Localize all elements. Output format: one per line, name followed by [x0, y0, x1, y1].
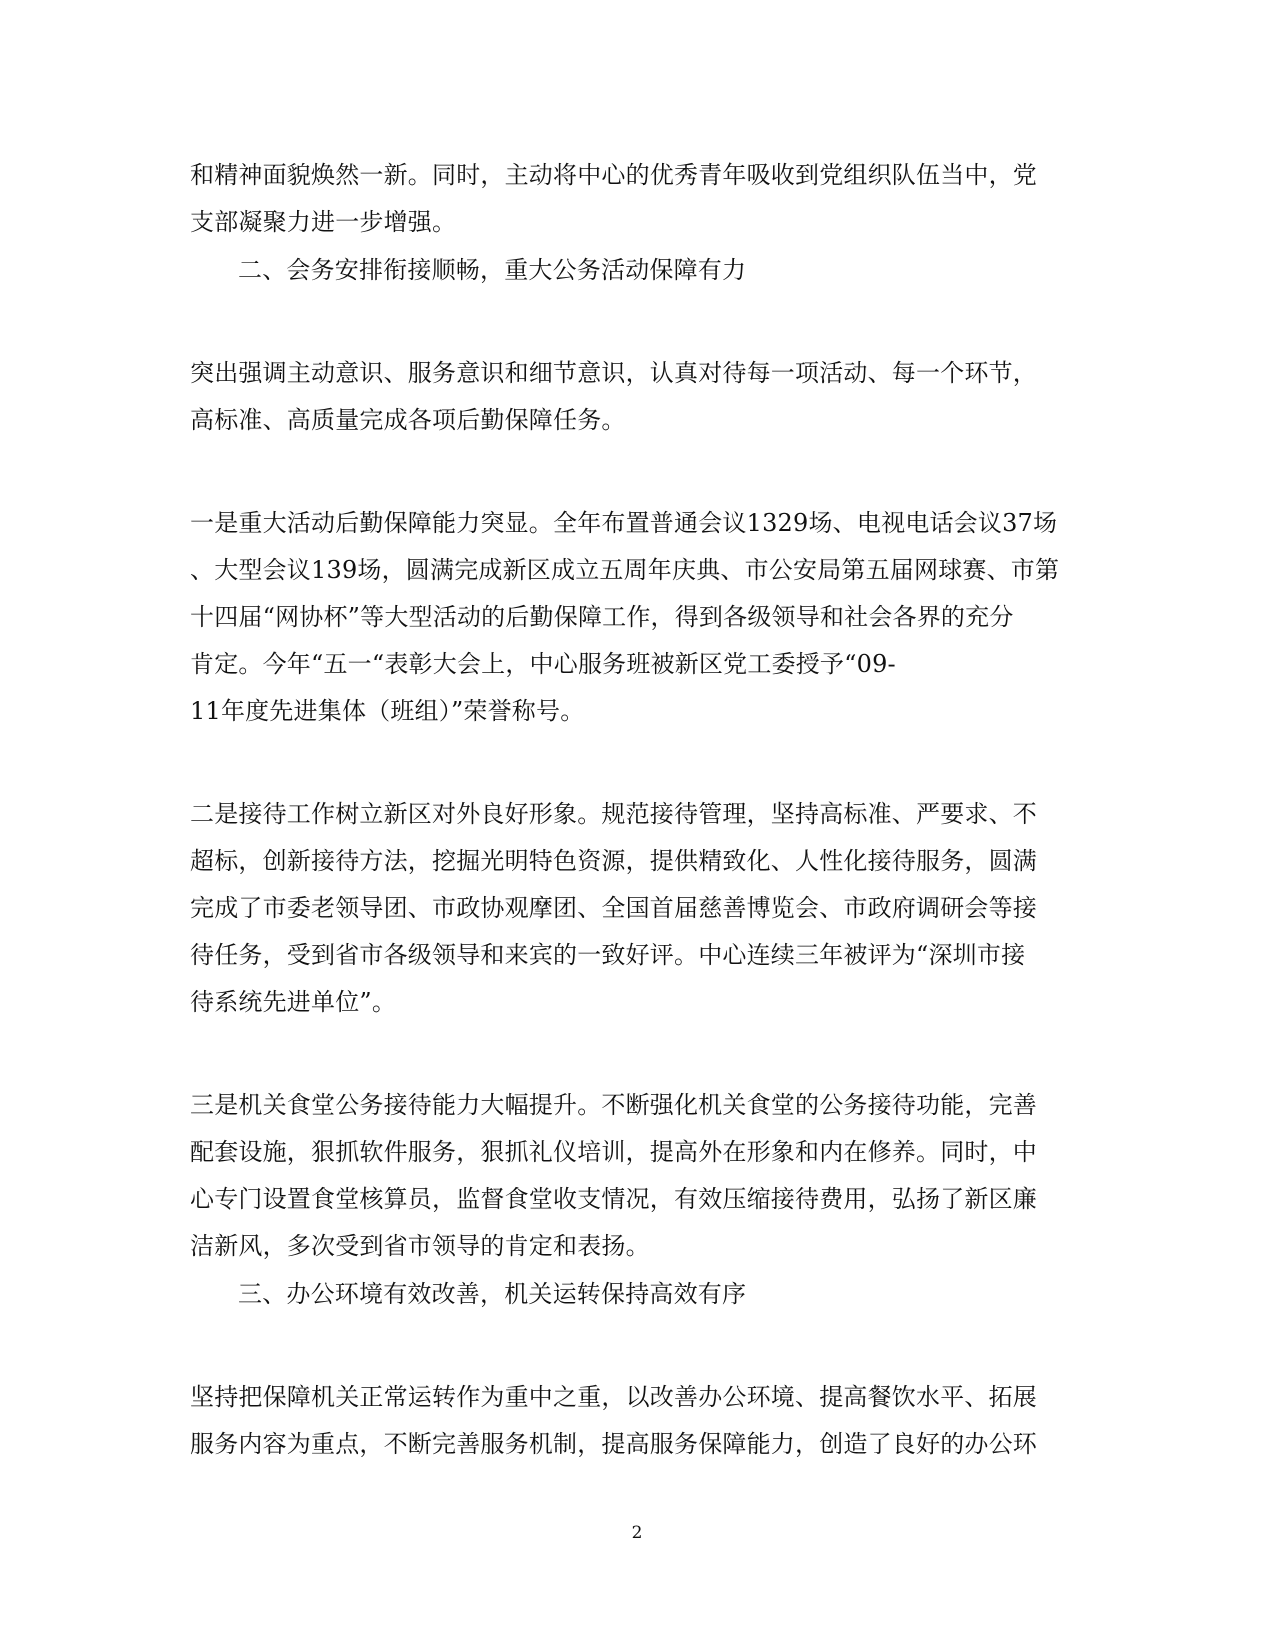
body-text-line: 肯定。今年“五一“表彰大会上，中心服务班被新区党工委授予“09-: [190, 650, 896, 678]
body-text-line: 一是重大活动后勤保障能力突显。全年布置普通会议1329场、电视电话会议37场: [190, 509, 1058, 537]
body-text-line: 完成了市委老领导团、市政协观摩团、全国首届慈善博览会、市政府调研会等接: [190, 894, 1037, 922]
body-text-line: 待系统先进单位”。: [190, 988, 397, 1016]
body-text-line: 高标准、高质量完成各项后勤保障任务。: [190, 406, 626, 434]
section-heading: 三、办公环境有效改善，机关运转保持高效有序: [238, 1280, 747, 1308]
body-text-line: 、大型会议139场，圆满完成新区成立五周年庆典、市公安局第五届网球赛、市第: [190, 556, 1060, 584]
section-heading: 二、会务安排衔接顺畅，重大公务活动保障有力: [238, 256, 747, 284]
body-text-line: 三是机关食堂公务接待能力大幅提升。不断强化机关食堂的公务接待功能，完善: [190, 1091, 1037, 1119]
body-text-line: 待任务，受到省市各级领导和来宾的一致好评。中心连续三年被评为“深圳市接: [190, 941, 1026, 969]
body-text-line: 超标，创新接待方法，挖掘光明特色资源，提供精致化、人性化接待服务，圆满: [190, 847, 1037, 875]
body-text-line: 心专门设置食堂核算员，监督食堂收支情况，有效压缩接待费用，弘扬了新区廉: [190, 1185, 1037, 1213]
body-text-line: 11年度先进集体（班组）”荣誉称号。: [190, 697, 585, 725]
body-text-line: 服务内容为重点，不断完善服务机制，提高服务保障能力，创造了良好的办公环: [190, 1430, 1037, 1458]
body-text-line: 十四届“网协杯”等大型活动的后勤保障工作，得到各级领导和社会各界的充分: [190, 603, 1014, 631]
body-text-line: 和精神面貌焕然一新。同时，主动将中心的优秀青年吸收到党组织队伍当中，党: [190, 161, 1037, 189]
body-text-line: 二是接待工作树立新区对外良好形象。规范接待管理，坚持高标准、严要求、不: [190, 800, 1037, 828]
body-text-line: 配套设施，狠抓软件服务，狠抓礼仪培训，提高外在形象和内在修养。同时，中: [190, 1138, 1037, 1166]
body-text-line: 支部凝聚力进一步增强。: [190, 208, 457, 236]
body-text-line: 坚持把保障机关正常运转作为重中之重，以改善办公环境、提高餐饮水平、拓展: [190, 1383, 1037, 1411]
body-text-line: 洁新风，多次受到省市领导的肯定和表扬。: [190, 1232, 650, 1260]
page-number: 2: [631, 1523, 643, 1543]
body-text-line: 突出强调主动意识、服务意识和细节意识，认真对待每一项活动、每一个环节，: [190, 359, 1037, 387]
